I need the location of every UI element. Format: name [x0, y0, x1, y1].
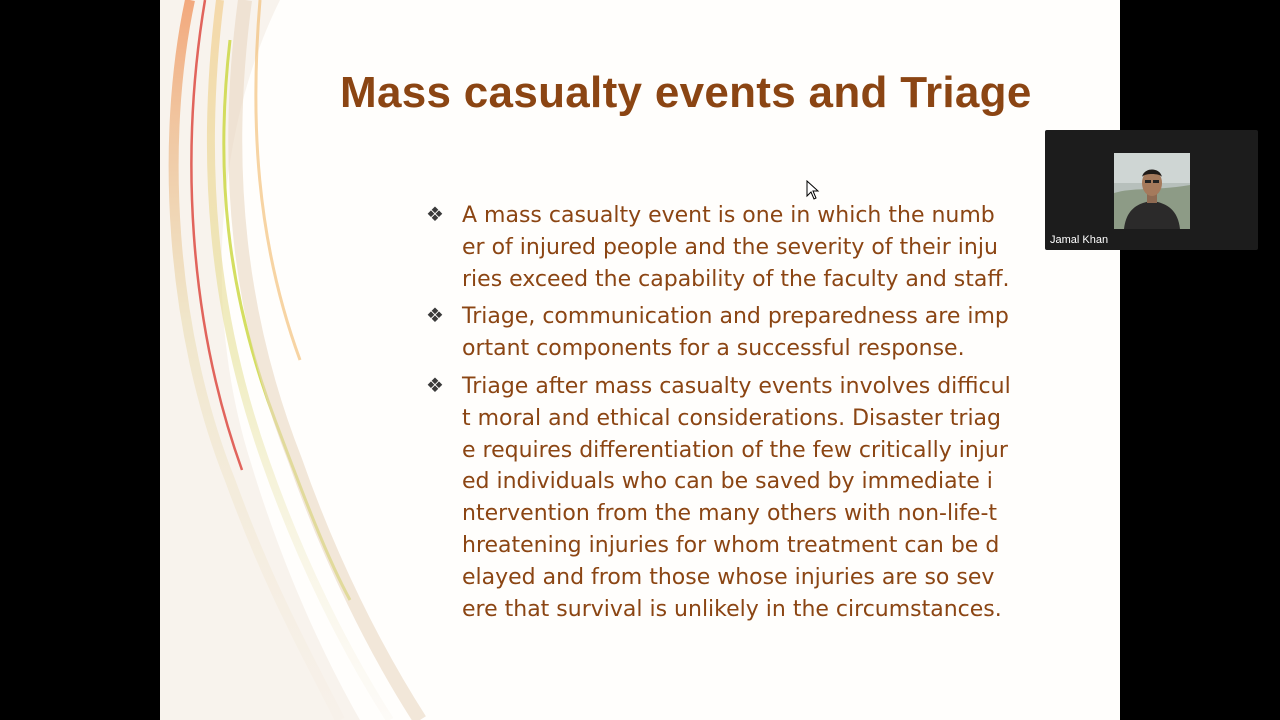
bullet-text-line: hreatening injuries for whom treatment can be d: [462, 532, 1000, 558]
participant-avatar: [1114, 153, 1190, 229]
diamond-bullet-icon: ❖: [426, 372, 444, 397]
bullet-list: [426, 200, 1066, 631]
presentation-slide: [160, 0, 1120, 720]
bullet-item: [426, 200, 1066, 295]
bullet-text-line: e requires differentiation of the few critically injur: [462, 437, 1008, 463]
bullet-text-line: er of injured people and the severity of their inju: [462, 234, 998, 260]
participant-video-tile[interactable]: [1045, 130, 1258, 250]
bullet-text-line: ries exceed the capability of the faculty and staff.: [462, 266, 1010, 292]
mouse-pointer-icon: [806, 180, 820, 200]
participant-name: Jamal Khan: [1050, 234, 1109, 246]
bullet-item: [426, 301, 1066, 365]
bullet-text-line: ntervention from the many others with non-life-t: [462, 501, 998, 527]
bullet-text-line: ed individuals who can be saved by immediate i: [462, 469, 993, 495]
diamond-bullet-icon: ❖: [426, 303, 444, 328]
bullet-text-line: elayed and from those whose injuries are so sev: [462, 564, 995, 590]
diamond-bullet-icon: ❖: [426, 202, 444, 226]
bullet-text-line: ortant components for a successful response.: [462, 336, 965, 362]
bullet-text-line: ere that survival is unlikely in the circumstances.: [462, 596, 1002, 622]
person-photo-icon: [1114, 153, 1190, 229]
bullet-text-line: A mass casualty event is one in which the numb: [462, 203, 995, 228]
bullet-text-line: Triage, communication and preparedness are imp: [462, 304, 1009, 330]
bullet-text-line: t moral and ethical considerations. Disaster triag: [462, 405, 1001, 431]
bullet-text-line: Triage after mass casualty events involves difficul: [462, 373, 1011, 399]
bullet-item: [426, 371, 1066, 625]
slide-title: Mass casualty events and Triage: [340, 68, 1032, 117]
